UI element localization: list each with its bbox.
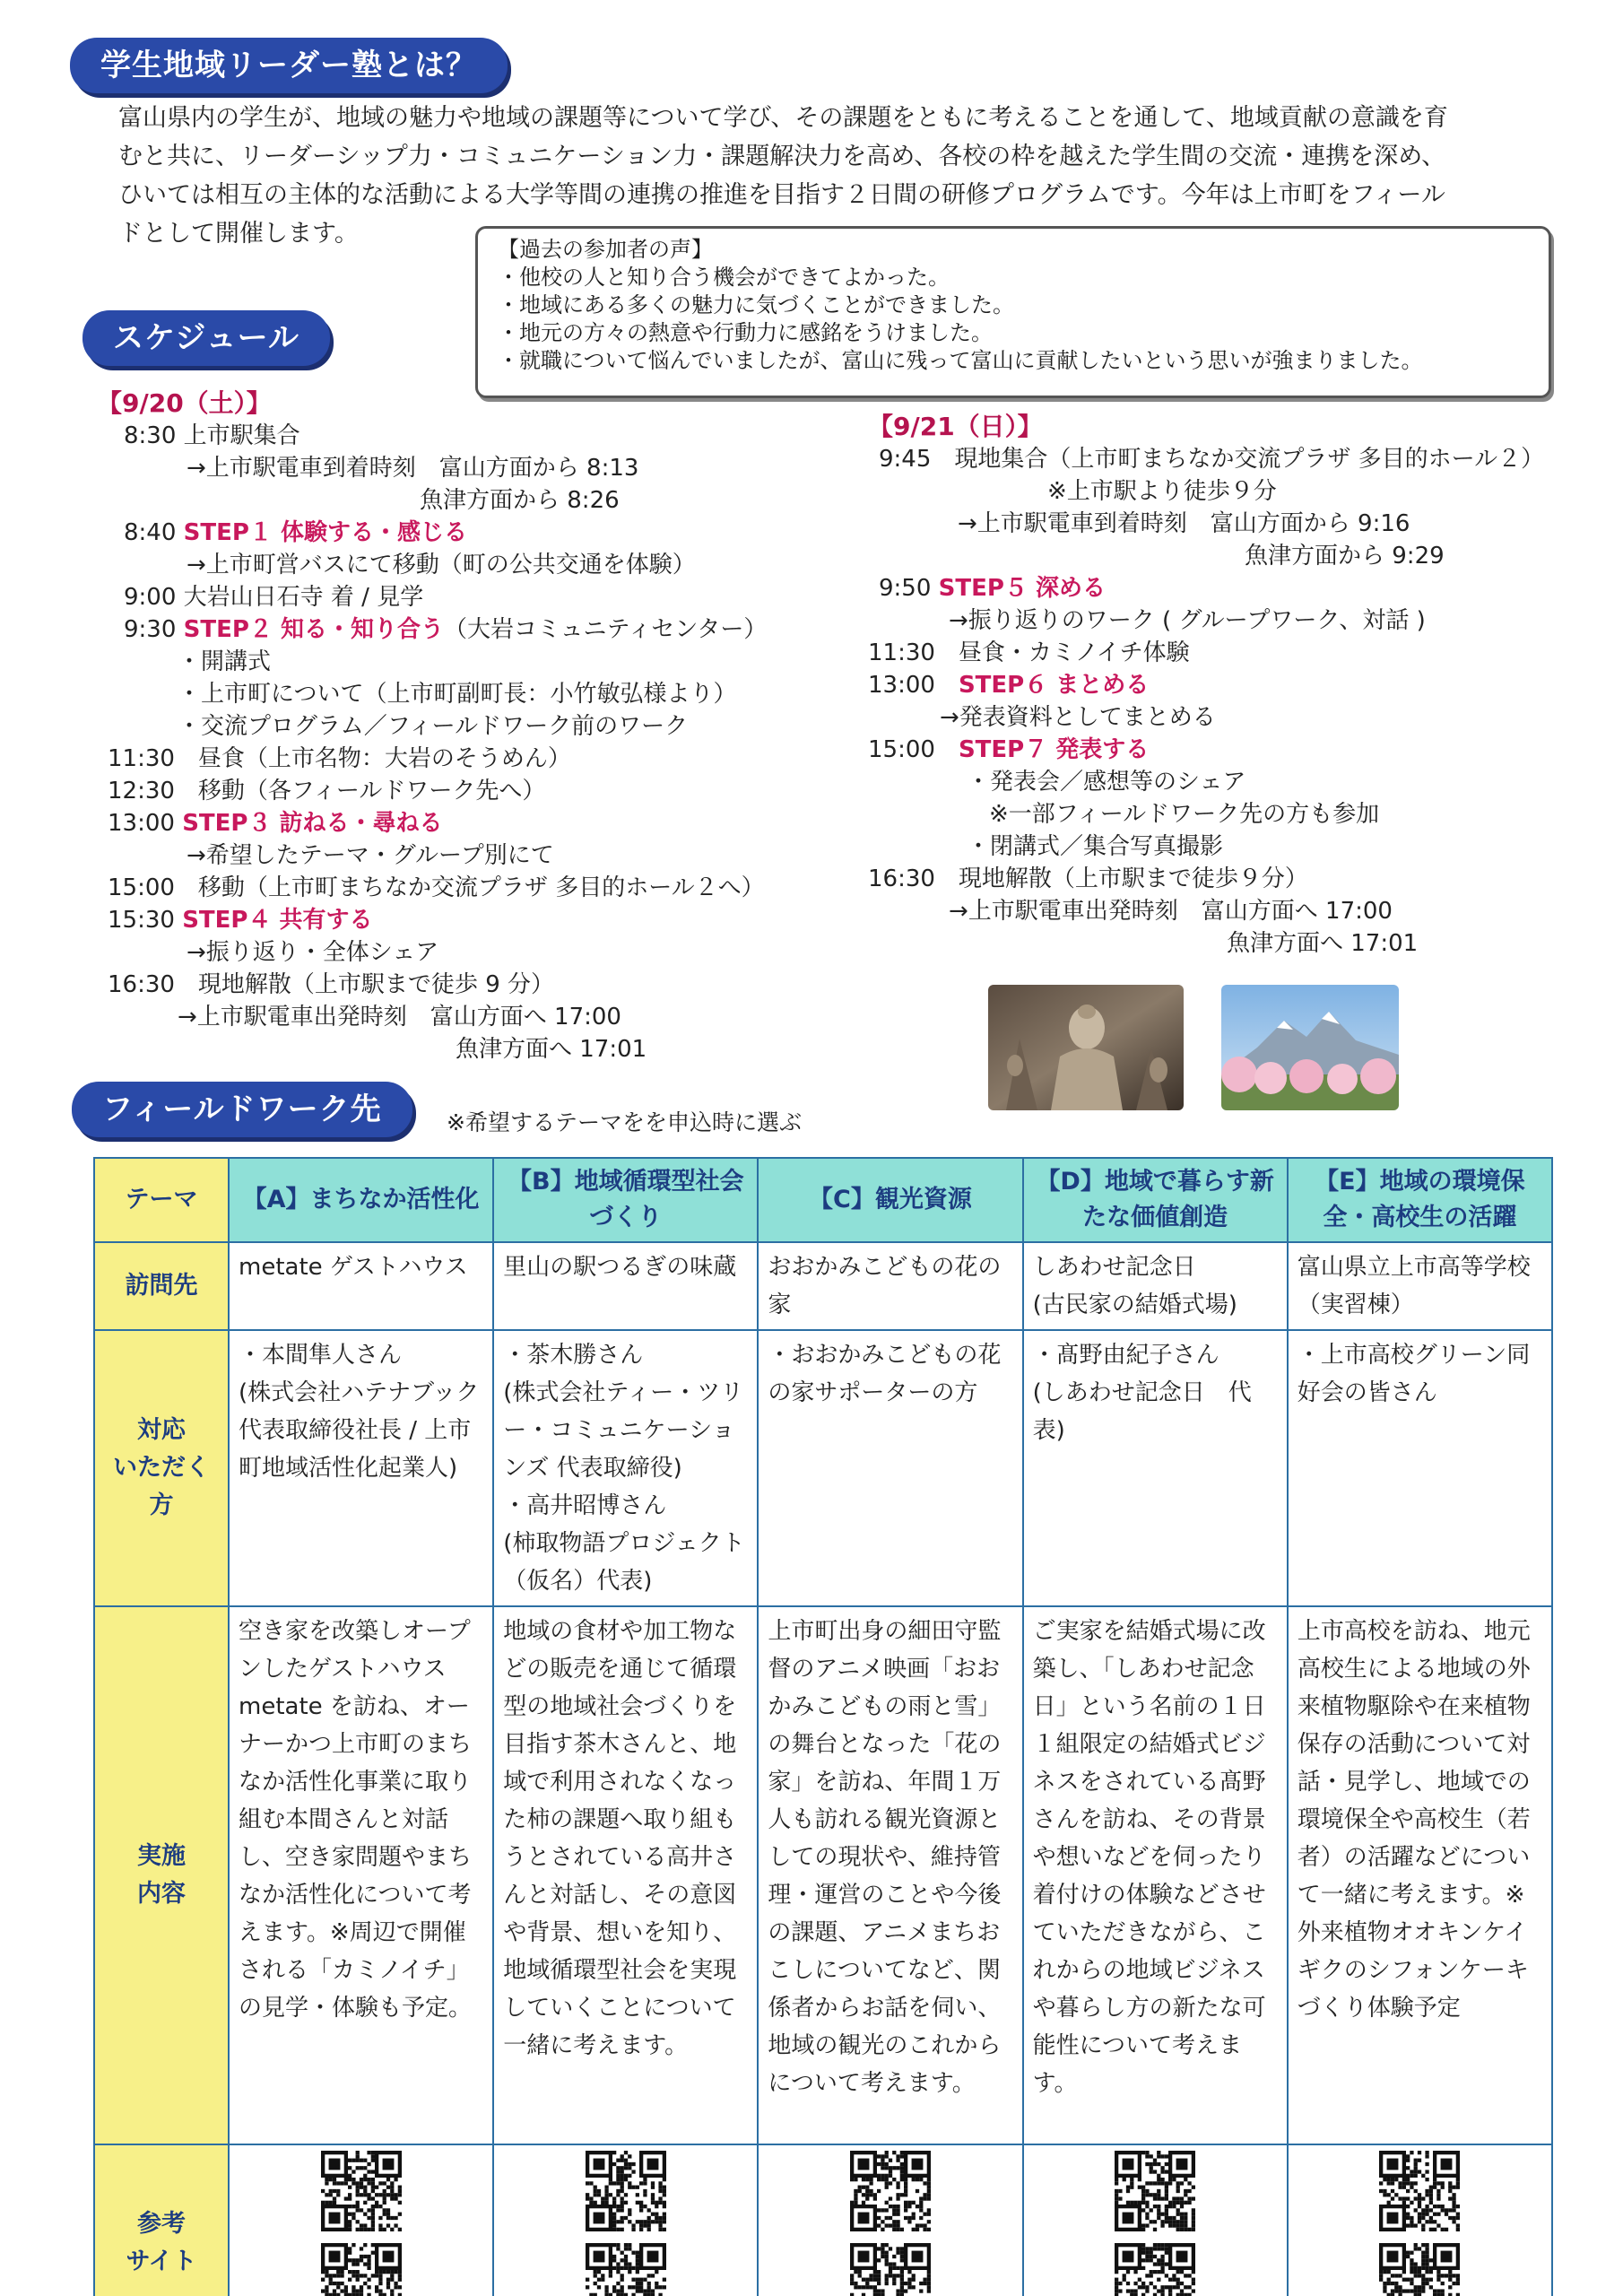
- table-row: [94, 2144, 1552, 2296]
- visit-d: しあわせ記念日 (古民家の結婚式場): [1023, 1242, 1288, 1330]
- step-label: STEP４ 共有する: [182, 907, 373, 934]
- schedule-time: 13:00: [868, 672, 959, 699]
- step-label: STEP７ 発表する: [958, 736, 1150, 763]
- schedule-line: 11:30 昼食（上市名物：大岩のそうめん）: [108, 745, 571, 772]
- voice-item: ・就職について悩んでいましたが、富山に残って富山に貢献したいという思いが強まりました。: [498, 348, 1423, 373]
- schedule-line: →上市駅電車出発時刻 富山方面へ 17:00: [178, 1004, 621, 1031]
- ref-e: [1288, 2144, 1552, 2296]
- theme-d: 【D】地域で暮らす新たな価値創造: [1023, 1158, 1288, 1242]
- step-label: STEP５ 深める: [938, 575, 1106, 602]
- schedule-time: 15:30: [108, 907, 183, 934]
- visit-e: 富山県立上市高等学校（実習棟）: [1288, 1242, 1552, 1330]
- day2-title: 【9/21（日）】: [868, 412, 1043, 441]
- qr-code-icon[interactable]: [586, 2243, 666, 2296]
- visit-a: metate ゲストハウス: [229, 1242, 493, 1330]
- schedule-line: 魚津方面へ 17:01: [1227, 930, 1419, 957]
- mountain-cherry-image: [1221, 985, 1399, 1110]
- voices-title: 【過去の参加者の声】: [498, 237, 713, 262]
- schedule-line: 16:30 現地解散（上市駅まで徒歩９分）: [868, 865, 1308, 892]
- schedule-line: ・閉講式／集合写真撮影: [967, 833, 1224, 860]
- schedule-detail: （大岩コミュニティセンター）: [444, 616, 768, 643]
- schedule-time: 9:50: [879, 575, 939, 602]
- step-label: STEP６ まとめる: [958, 672, 1150, 699]
- schedule-line: →上市駅電車到着時刻 富山方面から 9:16: [958, 510, 1410, 537]
- schedule-line: [868, 734, 1544, 766]
- content-d: ご実家を結婚式場に改築し、「しあわせ記念日」という名前の１日１組限定の結婚式ビジネスをされている髙野さんを訪ね、その背景や想いなどを伺ったり着付けの体験などさせていただきながら、これからの地域ビジネスや暮らし方の新たな可能性について考えます。: [1023, 1606, 1288, 2144]
- buddha-statue-image: [988, 985, 1184, 1110]
- schedule-time: 15:00: [868, 736, 959, 763]
- ref-a: [229, 2144, 493, 2296]
- schedule-line: →希望したテーマ・グループ別にて: [187, 842, 554, 869]
- intro-line: 富山県内の学生が、地域の魅力や地域の課題等について学び、その課題をともに考えることを通して、地域貢献の意識を育: [118, 104, 1448, 132]
- qr-code-icon[interactable]: [850, 2151, 931, 2231]
- row-header-visit: 訪問先: [94, 1242, 229, 1330]
- ref-d: [1023, 2144, 1288, 2296]
- contact-c: ・おおかみこどもの花の家サポーターの方: [758, 1330, 1022, 1606]
- schedule-time: 13:00: [108, 810, 183, 837]
- schedule-line: 魚津方面から 8:26: [420, 487, 620, 514]
- schedule-line: ・交流プログラム／フィールドワーク前のワーク: [178, 713, 689, 740]
- schedule-line: 16:30 現地解散（上市駅まで徒歩 9 分）: [108, 971, 554, 998]
- ref-b: [493, 2144, 758, 2296]
- schedule-line: 8:30 上市駅集合: [124, 422, 300, 449]
- schedule-line: [868, 572, 1544, 604]
- fieldwork-table: [93, 1157, 1553, 2296]
- schedule-line: →上市駅電車出発時刻 富山方面へ 17:00: [949, 898, 1393, 925]
- about-title: 学生地域リーダー塾とは？: [70, 38, 508, 93]
- step-label: STEP２ 知る・知り合う: [183, 616, 444, 643]
- voice-item: ・地域にある多くの魅力に気づくことができました。: [498, 292, 1014, 317]
- qr-code-icon[interactable]: [1115, 2151, 1195, 2231]
- schedule-line: →振り返りのワーク ( グループワーク、対話 ): [949, 607, 1426, 634]
- schedule-line: 魚津方面へ 17:01: [456, 1036, 647, 1063]
- qr-code-icon[interactable]: [1379, 2243, 1460, 2296]
- intro-line: ひいては相互の主体的な活動による大学等間の連携の推進を目指す２日間の研修プログラムです。今年は上市町をフィール: [118, 181, 1445, 209]
- intro-line: ドとして開催します。: [118, 220, 359, 248]
- visit-c: おおかみこどもの花の家: [758, 1242, 1022, 1330]
- schedule-line: 15:00 移動（上市町まちなか交流プラザ 多目的ホール２へ）: [108, 874, 765, 901]
- schedule-line: 12:30 移動（各フィールドワーク先へ）: [108, 778, 546, 804]
- schedule-line: →上市町営バスにて移動（町の公共交通を体験）: [187, 552, 696, 578]
- schedule-line: →発表資料としてまとめる: [940, 704, 1216, 731]
- schedule-line: [97, 904, 767, 936]
- schedule-line: ※一部フィールドワーク先の方も参加: [989, 801, 1380, 828]
- schedule-line: 9:45 現地集合（上市町まちなか交流プラザ 多目的ホール２）: [879, 446, 1545, 473]
- schedule-day2: [868, 411, 1544, 960]
- participant-voices-box: [475, 226, 1551, 398]
- schedule-line: ・開講式: [178, 648, 272, 675]
- step-label: STEP３ 訪ねる・尋ねる: [182, 810, 443, 837]
- schedule-line: 魚津方面から 9:29: [1245, 543, 1445, 570]
- content-b: 地域の食材や加工物などの販売を通じて循環型の地域社会づくりを目指す茶木さんと、地域で利用されなくなった柿の課題へ取り組もうとされている高井さんと対話し、その意図や背景、想いを知り、地域循環型社会を実現していくことについて一緒に考えます。: [493, 1606, 758, 2144]
- buddha-statue-photo: [988, 985, 1184, 1110]
- content-a: 空き家を改築しオープンしたゲストハウス metate を訪ね、オーナーかつ上市町のまちなか活性化事業に取り組む本間さんと対話し、空き家問題やまちなか活性化について考えます。※周辺で開催される「カミノイチ」の見学・体験も予定。: [229, 1606, 493, 2144]
- fieldwork-title: フィールドワーク先: [72, 1082, 412, 1137]
- theme-c: 【C】観光資源: [758, 1158, 1022, 1242]
- table-row: [94, 1242, 1552, 1330]
- theme-b: 【B】地域循環型社会づくり: [493, 1158, 758, 1242]
- content-c: 上市町出身の細田守監督のアニメ映画「おおかみこどもの雨と雪」の舞台となった「花の家」を訪ね、年間１万人も訪れる観光資源としての現状や、維持管理・運営のことや今後の課題、アニメまちおこしについてなど、関係者からお話を伺い、地域の観光のこれからについて考えます。: [758, 1606, 1022, 2144]
- table-row: [94, 1606, 1552, 2144]
- step-label: STEP１ 体験する・感じる: [183, 519, 467, 546]
- schedule-time: 9:30: [124, 616, 184, 643]
- qr-code-icon[interactable]: [1379, 2151, 1460, 2231]
- row-header-contact: 対応 いただく 方: [94, 1330, 229, 1606]
- voice-item: ・他校の人と知り合う機会ができてよかった。: [498, 265, 950, 290]
- row-header-content: 実施 内容: [94, 1606, 229, 2144]
- schedule-line: ・発表会／感想等のシェア: [967, 769, 1246, 796]
- schedule-day1: [97, 387, 767, 1065]
- contact-a: ・本間隼人さん (株式会社ハテナブック 代表取締役社長 / 上市町地域活性化起業人): [229, 1330, 493, 1606]
- content-e: 上市高校を訪ね、地元高校生による地域の外来植物駆除や在来植物保存の活動について対話・見学し、地域での環境保全や高校生（若者）の活躍などについて一緒に考えます。※外来植物オオキンケイギクのシフォンケーキづくり体験予定: [1288, 1606, 1552, 2144]
- schedule-line: [97, 517, 767, 549]
- ref-c: [758, 2144, 1022, 2296]
- schedule-line: 9:00 大岩山日石寺 着 / 見学: [124, 584, 424, 611]
- voice-item: ・地元の方々の熱意や行動力に感銘をうけました。: [498, 320, 993, 345]
- theme-e: 【E】地域の環境保全・高校生の活躍: [1288, 1158, 1552, 1242]
- qr-code-icon[interactable]: [586, 2151, 666, 2231]
- theme-a: 【A】まちなか活性化: [229, 1158, 493, 1242]
- row-header-ref: 参考 サイト: [94, 2144, 229, 2296]
- qr-code-icon[interactable]: [321, 2243, 402, 2296]
- schedule-line: →振り返り・全体シェア: [187, 939, 439, 966]
- visit-b: 里山の駅つるぎの味蔵: [493, 1242, 758, 1330]
- qr-code-icon[interactable]: [321, 2151, 402, 2231]
- qr-code-icon[interactable]: [850, 2243, 931, 2296]
- contact-d: ・髙野由紀子さん (しあわせ記念日 代表): [1023, 1330, 1288, 1606]
- row-header-theme: テーマ: [94, 1158, 229, 1242]
- intro-line: むと共に、リーダーシップ力・コミュニケーション力・課題解決力を高め、各校の枠を越えた学生間の交流・連携を深め、: [118, 143, 1446, 170]
- schedule-title: スケジュール: [82, 310, 330, 366]
- schedule-line: [97, 613, 767, 646]
- contact-e: ・上市高校グリーン同好会の皆さん: [1288, 1330, 1552, 1606]
- schedule-line: [868, 669, 1544, 701]
- schedule-line: →上市駅電車到着時刻 富山方面から 8:13: [187, 455, 639, 482]
- qr-code-icon[interactable]: [1115, 2243, 1195, 2296]
- schedule-line: ※上市駅より徒歩９分: [1047, 478, 1277, 505]
- mountain-cherry-photo: [1221, 985, 1399, 1110]
- fieldwork-note: ※希望するテーマをを申込時に選ぶ: [447, 1109, 802, 1135]
- table-row: [94, 1158, 1552, 1242]
- contact-b: ・茶木勝さん (株式会社ティー・ツリー・コミュニケーションズ 代表取締役) ・高井昭博さん (柿取物語プロジェクト（仮名）代表): [493, 1330, 758, 1606]
- schedule-line: 11:30 昼食・カミノイチ体験: [868, 639, 1190, 666]
- schedule-line: [97, 807, 767, 839]
- schedule-line: ・上市町について（上市町副町長：小竹敏弘様より）: [178, 681, 737, 708]
- day1-title: 【9/20（土）】: [97, 388, 272, 418]
- schedule-time: 8:40: [124, 519, 184, 546]
- table-row: [94, 1330, 1552, 1606]
